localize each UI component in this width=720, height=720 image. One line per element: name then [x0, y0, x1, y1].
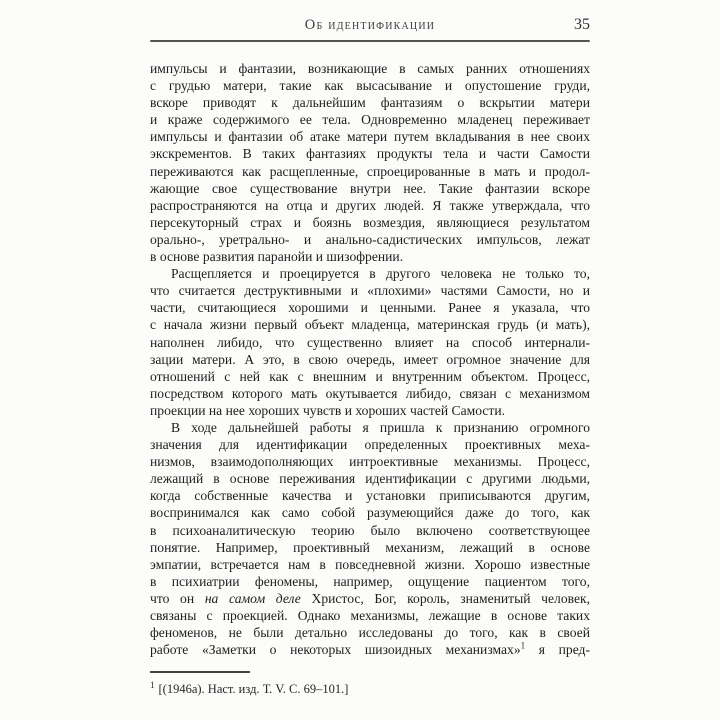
page-header [150, 17, 590, 37]
text-line: в психоаналитическую теорию было включено соответствующее [150, 522, 590, 538]
text-line: связаны с проекцией. Однако механизмы, лежащие в основе таких [150, 608, 590, 623]
footnote-rule [150, 671, 250, 673]
running-title: Об идентификации [304, 17, 436, 33]
text-line: отношений с ней как с внешним и внутренним объектом. Процесс, [150, 368, 590, 384]
text-line: что он на самом деле Христос, Бог, король, знаменитый человек, [150, 590, 590, 606]
text-line: феноменов, не были детально исследованы до того, как в своей [150, 625, 590, 641]
text-line: лежащий в основе переживания идентификации с другими людьми, [150, 471, 590, 487]
footnote-marker: 1 [150, 679, 155, 690]
text-line: в психиатрии феномены, например, ощущение пациентом того, [150, 573, 590, 589]
text-line: с грудью матери, такие как высасывание и опустошение груди, [150, 78, 590, 94]
text-line: низмов, взаимодополняющих интроективные механизмы. Процесс, [150, 454, 590, 470]
text-line: импульсы и фантазии об атаке матери путем вкладывания в нее своих [150, 129, 590, 145]
text-line: распространяются на отца и других людей. Я также утверждала, что [150, 197, 590, 213]
footnote-text: [(1946a). Наст. изд. Т. V. С. 69–101.] [158, 682, 349, 696]
text-line: и краже содержимого ее тела. Одновременно младенец переживает [150, 112, 590, 128]
body-text [150, 60, 590, 658]
text-line: наполнен либидо, что существенно влияет на способ интернали- [150, 334, 590, 350]
header-rule [150, 40, 590, 42]
text-line: орально-, уретрально- и анально-садистических импульсов, лежат [150, 231, 590, 247]
text-line: эмпатии, встречается нам в повседневной жизни. Хорошо известные [150, 556, 590, 572]
text-line: импульсы и фантазии, возникающие в самых ранних отношениях [150, 61, 590, 76]
text-line: посредством которого мать окутывается либидо, связан с механизмом [150, 385, 590, 401]
text-line: когда собственные качества и установки приписываются другим, [150, 488, 590, 504]
text-line: экскрементов. В таких фантазиях продукты тела и части Самости [150, 146, 590, 162]
text-line: зации матери. А это, в свою очередь, имеет огромное значение для [150, 351, 590, 367]
footnote [150, 681, 590, 697]
text-line: что считается деструктивными и «плохими» частями Самости, но и [150, 283, 590, 299]
text-line: с начала жизни первый объект младенца, материнская грудь (и мать), [150, 317, 590, 333]
text-line: понятие. Например, проективный механизм, лежащий в основе [150, 539, 590, 555]
text-line: воспринимался как само собой разумеющийся даже до того, как [150, 505, 590, 521]
text-line: В ходе дальнейшей работы я пришла к признанию огромного [171, 419, 590, 435]
text-line: вскоре приводят к дальнейшим фантазиям о вскрытии матери [150, 95, 590, 111]
text-line: переживаются как расщепленные, спроецированные в мать и продол- [150, 163, 590, 179]
text-line: жающие свое существование внутри нее. Такие фантазии вскоре [150, 180, 590, 196]
text-line: персекуторный страх и боязнь возмездия, являющиеся результатом [150, 214, 590, 230]
text-line: части, считающиеся хорошими и ценными. Ранее я указала, что [150, 300, 590, 316]
page-number: 35 [574, 16, 590, 33]
text-line: значения для идентификации определенных проективных меха- [150, 437, 590, 453]
text-line: проекции на нее хороших чувств и хороших частей Самости. [150, 402, 506, 418]
text-line: Расщепляется и проецируется в другого человека не только то, [171, 266, 590, 282]
text-line: работе «Заметки о некоторых шизоидных механизмах»$^1$ я пред- [150, 641, 590, 658]
text-line: в основе развития паранойи и шизофрении. [150, 249, 404, 265]
